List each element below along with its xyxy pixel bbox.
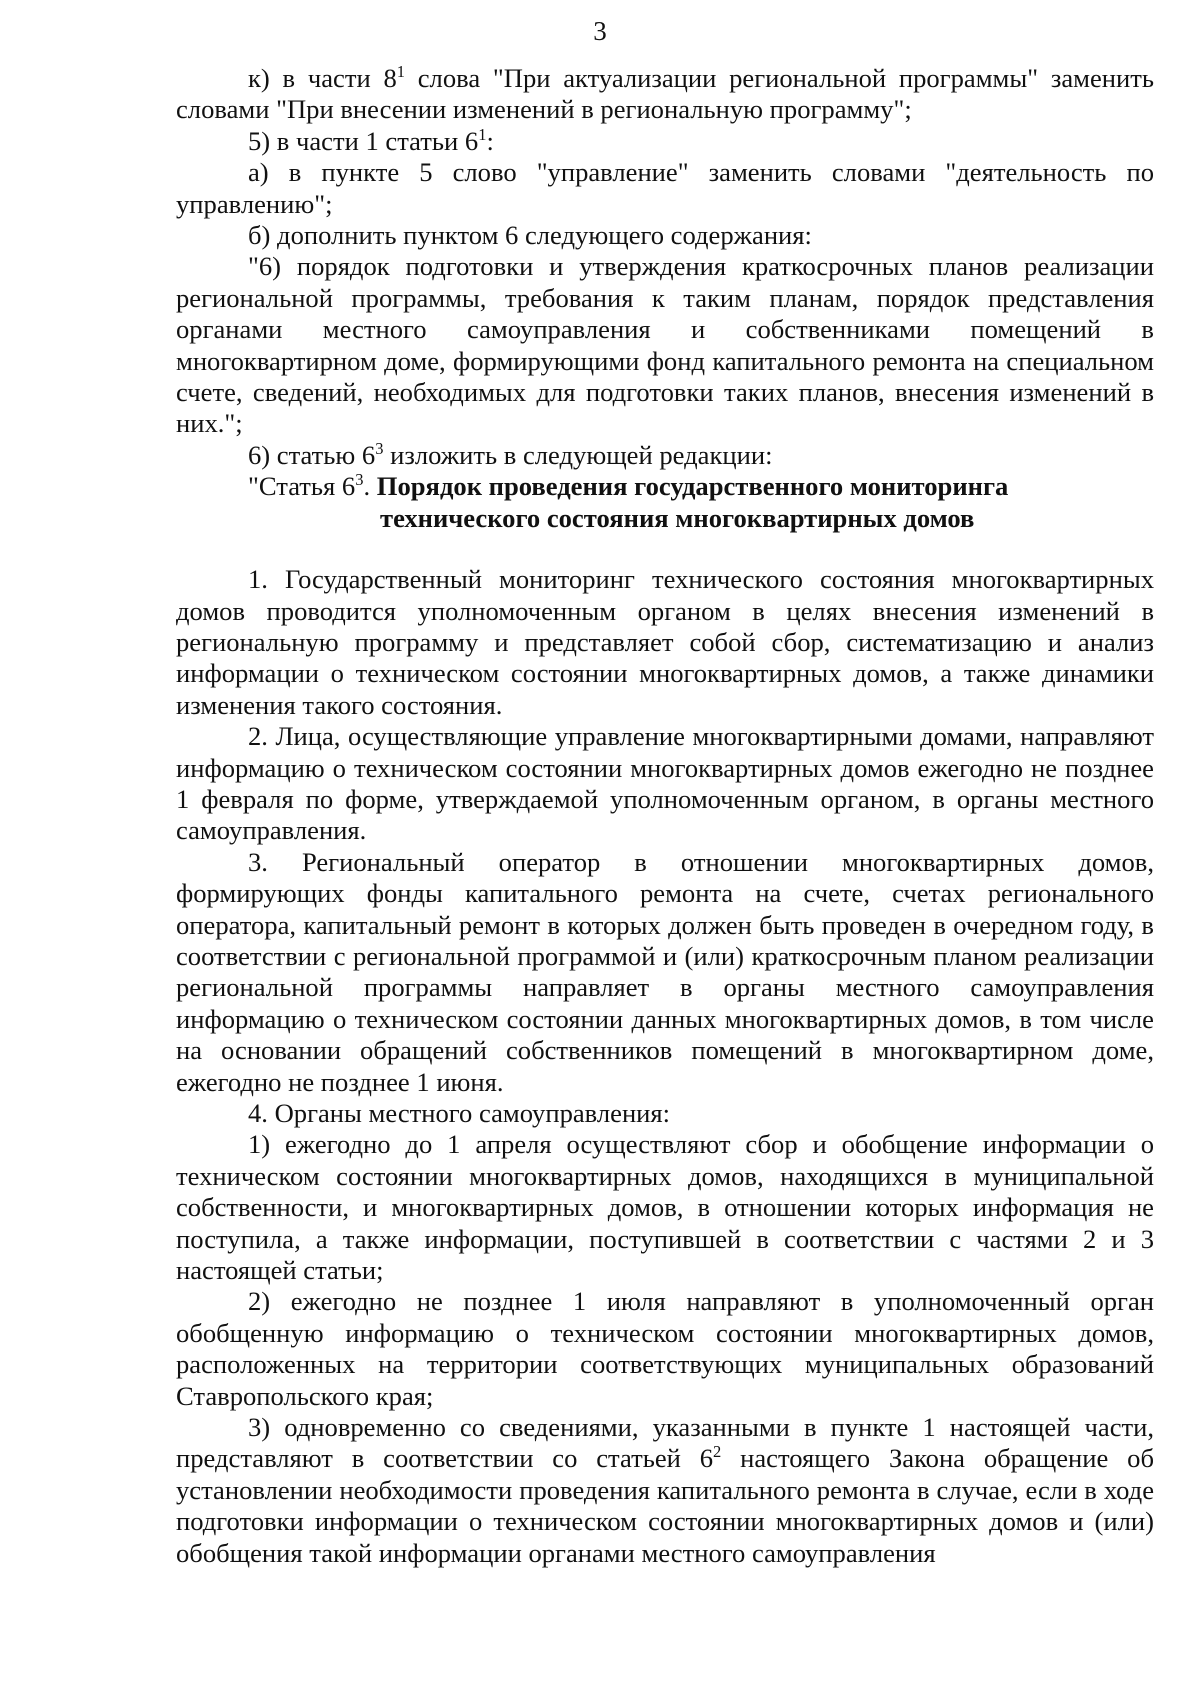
document-body [176, 63, 1154, 1569]
paragraph-k: к) в части $8^1$ слова "При актуализации региональной программы" заменить словами "При внесении изменений в региональную программу"; [176, 62, 1154, 125]
article-heading [176, 471, 1154, 534]
article-title-line-1: Порядок проведения государственного мониторинга [376, 471, 1009, 502]
paragraph-point-6-quote: "6) порядок подготовки и утверждения краткосрочных планов реализации региональной программы, требования к таким планам, порядок представления органами местного самоуправления и собственниками помещений в многоквартирном доме, формирующими фонд капитального ремонта на специальном счете, сведений, необходимых для подготовки таких планов, внесения изменений в них."; [176, 251, 1154, 439]
paragraph-item-5: 5) в части 1 статьи $6^1$: [248, 124, 494, 156]
article-paragraph-3: 3. Региональный оператор в отношении многоквартирных домов, формирующих фонды капитального ремонта на счете, счетах регионального оператора, капитальный ремонт в которых должен быть проведен в очередном году, в соответствии с региональной программой и (или) краткосрочным планом реализации региональной программы направляет в органы местного самоуправления информацию о техническом состоянии данных многоквартирных домов, в том числе на основании обращений собственников помещений в многоквартирном доме, ежегодно не позднее 1 июня. [176, 846, 1154, 1097]
article-paragraph-1: 1. Государственный мониторинг технического состояния многоквартирных домов проводится уполномоченным органом в целях внесения изменений в региональную программу и представляет собой сбор, систематизацию и анализ информации о техническом состоянии многоквартирных домов, а также динамики изменения такого состояния. [176, 564, 1154, 720]
heading-spacer [176, 534, 1154, 564]
article-paragraph-4-2: 2) ежегодно не позднее 1 июля направляют в уполномоченный орган обобщенную информацию о техническом состоянии многоквартирных домов, расположенных на территории соответствующих муниципальных образований Ставропольского края; [176, 1286, 1154, 1411]
paragraph-item-5b: б) дополнить пунктом 6 следующего содержания: [248, 220, 812, 251]
paragraph-item-5a: а) в пункте 5 слово "управление" заменить словами "деятельность по управлению"; [176, 157, 1154, 219]
page-number: 3 [593, 16, 607, 46]
article-paragraph-4-1: 1) ежегодно до 1 апреля осуществляют сбор и обобщение информации о техническом состоянии многоквартирных домов, находящихся в муниципальной собственности, и многоквартирных домов, в отношении которых информация не поступила, а также информации, поступившей в соответствии с частями 2 и 3 настоящей статьи; [176, 1129, 1154, 1286]
article-heading-line-1: "Статья $6^3$. Порядок проведения государственного мониторинга [248, 470, 1009, 502]
article-paragraph-4: 4. Органы местного самоуправления: [248, 1098, 671, 1128]
paragraph-item-6: 6) статью $6^3$ изложить в следующей редакции: [248, 439, 773, 470]
article-paragraph-2: 2. Лица, осуществляющие управление многоквартирными домами, направляют информацию о техническом состоянии многоквартирных домов ежегодно не позднее 1 февраля по форме, утверждаемой уполномоченным органом, в органы местного самоуправления. [176, 721, 1154, 846]
article-title-line-2: технического состояния многоквартирных домов [380, 502, 975, 533]
article-paragraph-4-3: 3) одновременно со сведениями, указанными в пункте 1 настоящей части, представляют в соответствии со статьей $6^2$ настоящего Закона обращение об установлении необходимости проведения капитального ремонта в случае, если в ходе подготовки информации о техническом состоянии многоквартирных домов и (или) обобщения такой информации органами местного самоуправления [176, 1412, 1154, 1568]
